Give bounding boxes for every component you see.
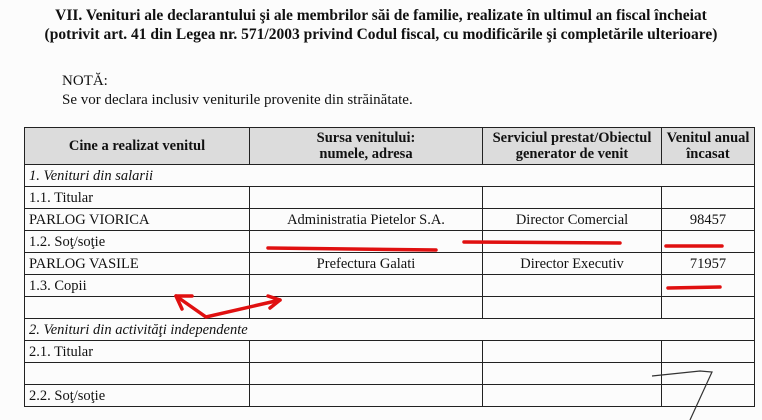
table-row: [25, 187, 755, 209]
header-income: [662, 128, 755, 165]
header-income-line1: Venitul anual: [666, 130, 750, 146]
heading-line-2: (potrivit art. 41 din Legea nr. 571/2003 privind Codul fiscal, cu modificările şi completările ulterioare): [44, 26, 718, 43]
header-who: Cine a realizat venitul: [25, 128, 250, 165]
cell-empty: [483, 275, 662, 297]
row-label-spouse: 1.2. Soţ/soţie: [25, 231, 250, 253]
titular-service: Director Comercial: [483, 209, 662, 231]
cell-empty: [25, 363, 250, 385]
cell-empty: [483, 385, 662, 407]
spouse-income: 71957: [662, 253, 755, 275]
cell-empty: [483, 297, 662, 319]
header-source-line1: Sursa venitului:: [316, 130, 416, 146]
income-table: [24, 127, 755, 407]
table-header-row: [25, 128, 755, 165]
table-row: [25, 253, 755, 275]
cell-empty: [662, 297, 755, 319]
note-text: Se vor declara inclusiv veniturile provenite din străinătate.: [62, 92, 413, 108]
row-label-titular: 1.1. Titular: [25, 187, 250, 209]
note-label: NOTĂ:: [62, 73, 108, 89]
titular-source: Administratia Pietelor S.A.: [250, 209, 483, 231]
table-row: [25, 341, 755, 363]
cell-empty: [250, 385, 483, 407]
cell-empty: [662, 385, 755, 407]
cell-empty: [662, 275, 755, 297]
note-block: [62, 72, 413, 110]
cell-empty: [483, 187, 662, 209]
table-row: [25, 297, 755, 319]
cell-empty: [250, 275, 483, 297]
cell-empty: [662, 363, 755, 385]
cell-empty: [250, 187, 483, 209]
spouse-service: Director Executiv: [483, 253, 662, 275]
table-row: [25, 165, 755, 187]
cell-empty: [250, 231, 483, 253]
cell-empty: [662, 341, 755, 363]
header-service: [483, 128, 662, 165]
cell-empty: [25, 297, 250, 319]
titular-income: 98457: [662, 209, 755, 231]
row-label-children: 1.3. Copii: [25, 275, 250, 297]
cell-empty: [250, 297, 483, 319]
row-label-titular-2: 2.1. Titular: [25, 341, 250, 363]
section-salaries: 1. Venituri din salarii: [25, 165, 755, 187]
cell-empty: [250, 363, 483, 385]
table-row: [25, 209, 755, 231]
table-row: [25, 319, 755, 341]
section-independent: 2. Venituri din activităţi independente: [25, 319, 755, 341]
heading-line-1: VII. Venituri ale declarantului şi ale membrilor săi de familie, realizate în ultimul an fiscal încheiat: [55, 7, 707, 24]
spouse-source: Prefectura Galati: [250, 253, 483, 275]
row-label-spouse-2: 2.2. Soţ/soţie: [25, 385, 250, 407]
table-row: [25, 275, 755, 297]
section-heading: [0, 6, 762, 44]
table-row: [25, 363, 755, 385]
header-source-line2: numele, adresa: [319, 146, 413, 162]
cell-empty: [483, 231, 662, 253]
cell-empty: [250, 341, 483, 363]
spouse-name: PARLOG VASILE: [25, 253, 250, 275]
cell-empty: [662, 187, 755, 209]
titular-name: PARLOG VIORICA: [25, 209, 250, 231]
cell-empty: [483, 363, 662, 385]
table-row: [25, 385, 755, 407]
cell-empty: [662, 231, 755, 253]
header-service-line2: generator de venit: [515, 146, 629, 162]
header-service-line1: Serviciul prestat/Obiectul: [492, 130, 652, 146]
cell-empty: [483, 341, 662, 363]
header-income-line2: încasat: [686, 146, 730, 162]
table-row: [25, 231, 755, 253]
header-source: [250, 128, 483, 165]
